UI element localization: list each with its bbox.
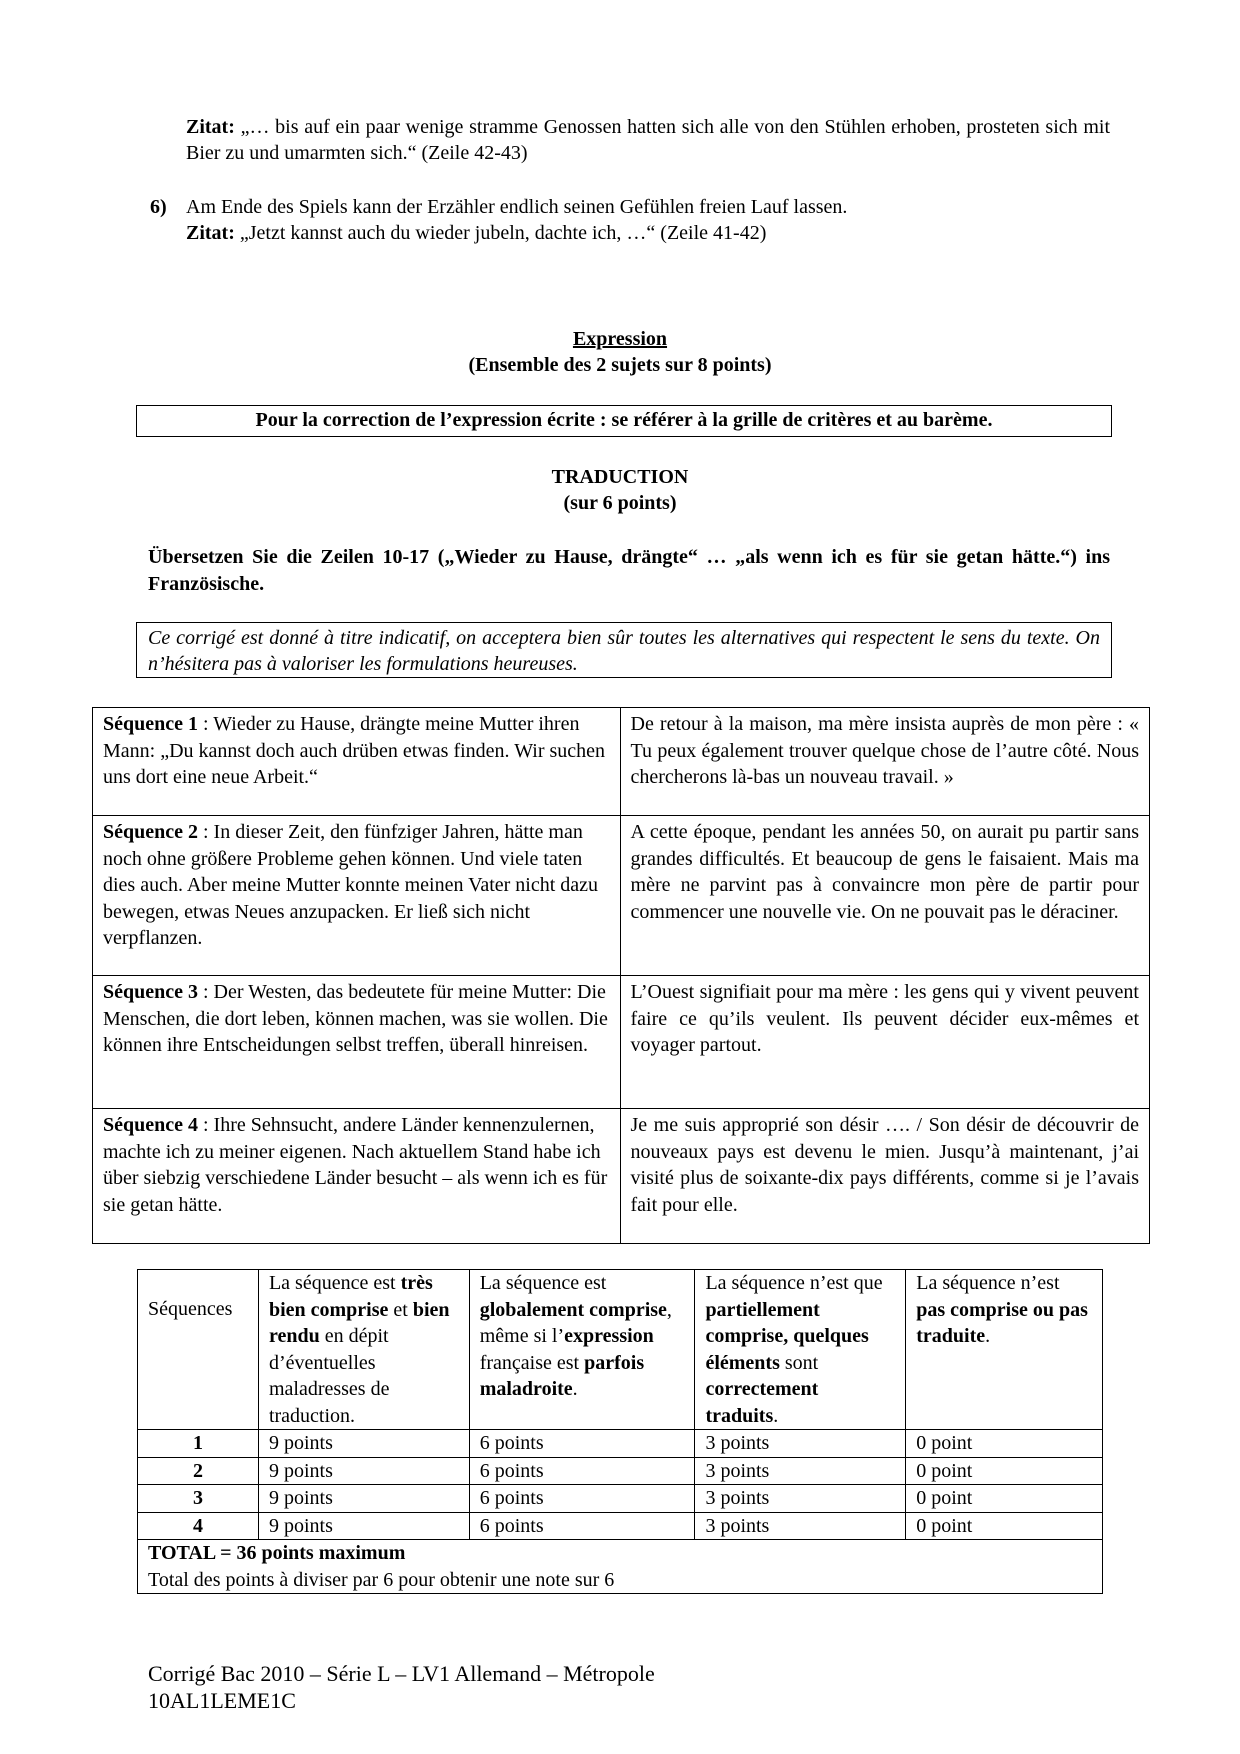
criteria-text: très bien comprise — [268, 1272, 433, 1321]
score-cell: 0 point — [906, 1512, 1103, 1540]
sequence-4-french: Je me suis approprié son désir …. / Son désir de découvrir de nouveaux pays est devenu le mien. Jusqu’à maintenant, j’ai visité plus de soixante-dix pays différents, comme si je l’avais fait pour elle. — [620, 1109, 1149, 1244]
correction-note-text: Ce corrigé est donné à titre indicatif, on acceptera bien sûr toutes les alternatives qui respectent le sens du texte. On n’hésitera pas à valoriser les formulations heureuses. — [148, 627, 1100, 675]
criteria-text: La séquence est — [268, 1272, 401, 1294]
german-text: : Der Westen, das bedeutete für meine Mutter: Die Menschen, die dort leben, können machen, was sie wollen. Die können ihre Entscheidungen selbst treffen, überall hinreisen. — [103, 981, 608, 1056]
sequence-table — [92, 707, 1150, 1244]
criteria-header — [695, 1270, 906, 1430]
traduction-title: TRADUCTION — [551, 466, 689, 488]
sequence-2-french: A cette époque, pendant les années 50, on aurait pu partir sans grandes difficultés. Et beaucoup de gens le faisaient. Mais ma mère ne parvint pas à convaincre mon père de partir pour commencer une nouvelle vie. On ne pouvait pas le déraciner. — [620, 816, 1149, 976]
score-cell: 0 point — [906, 1457, 1103, 1485]
criteria-text: française est — [479, 1351, 585, 1374]
sequence-label: Séquence 3 — [103, 981, 198, 1003]
criteria-text: globalement comprise — [479, 1298, 667, 1321]
criteria-header — [258, 1270, 469, 1430]
criteria-text: sont — [779, 1351, 819, 1374]
sequence-2-german — [93, 816, 621, 976]
criteria-text: . — [773, 1404, 779, 1427]
score-cell: 6 points — [469, 1485, 695, 1513]
item-6-number: 6) — [150, 196, 167, 218]
score-cell: 6 points — [469, 1430, 695, 1458]
score-cell: 3 points — [695, 1485, 906, 1513]
score-cell: 0 point — [906, 1485, 1103, 1513]
score-cell: 3 points — [695, 1512, 906, 1540]
sequence-number: 3 — [138, 1485, 259, 1513]
traduction-subtitle: (sur 6 points) — [563, 492, 677, 514]
total-cell — [138, 1540, 1103, 1594]
quote-2-label: Zitat: — [186, 222, 235, 244]
criteria-text: en dépit d’éventuelles maladresses de traduction. — [268, 1325, 390, 1427]
score-cell: 0 point — [906, 1430, 1103, 1458]
quote-2-text: „Jetzt kannst auch du wieder jubeln, dachte ich, …“ (Zeile 41-42) — [239, 222, 767, 244]
score-cell: 9 points — [258, 1485, 469, 1513]
table-row — [93, 708, 1150, 816]
quote-1-label: Zitat: — [186, 116, 235, 138]
table-row — [93, 1109, 1150, 1244]
sequence-3-french: L’Ouest signifiait pour ma mère : les gens qui y vivent peuvent faire ce qu’ils veulent. Ils peuvent décider eux-mêmes et voyager partout. — [620, 976, 1149, 1109]
criteria-text: expression — [564, 1325, 654, 1347]
criteria-header — [469, 1270, 695, 1430]
score-cell: 9 points — [258, 1457, 469, 1485]
sequence-number: 1 — [138, 1430, 259, 1458]
criteria-header — [906, 1270, 1103, 1430]
correction-note-box — [136, 622, 1112, 678]
table-row — [138, 1485, 1103, 1513]
german-text: : Ihre Sehnsucht, andere Länder kennenzulernen, machte ich zu meiner eigenen. Nach aktuellem Stand habe ich über siebzig verschiedene Länder besucht – als wenn ich es für sie getan hätte. — [103, 1114, 608, 1216]
table-row — [138, 1430, 1103, 1458]
sequence-1-french: De retour à la maison, ma mère insista auprès de mon père : « Tu peux également trouver quelque chose de l’autre côté. Nous chercherons là-bas un nouveau travail. » — [620, 708, 1149, 816]
expression-box-text: Pour la correction de l’expression écrite : se référer à la grille de critères et au barème. — [255, 409, 993, 431]
footer-title: Corrigé Bac 2010 – Série L – LV1 Allemand – Métropole — [148, 1661, 655, 1686]
traduction-instruction: Übersetzen Sie die Zeilen 10-17 („Wieder zu Hause, drängte“ … „als wenn ich es für sie getan hätte.“) ins Französische. — [148, 546, 1110, 595]
score-cell: 9 points — [258, 1430, 469, 1458]
criteria-text: La séquence n’est que — [705, 1272, 883, 1294]
quote-1 — [186, 114, 1110, 166]
scoring-table — [137, 1269, 1103, 1594]
total-row — [138, 1540, 1103, 1594]
sequence-label: Séquence 2 — [103, 821, 198, 843]
expression-heading — [0, 326, 1240, 378]
score-cell: 6 points — [469, 1457, 695, 1485]
total-label: TOTAL = 36 points maximum — [148, 1542, 406, 1564]
total-note: Total des points à diviser par 6 pour obtenir une note sur 6 — [148, 1568, 615, 1591]
table-row — [138, 1512, 1103, 1540]
german-text: : Wieder zu Hause, drängte meine Mutter ihren Mann: „Du kannst doch auch drüben etwas finden. Wir suchen uns dort eine neue Arbeit.“ — [103, 713, 606, 788]
score-cell: 6 points — [469, 1512, 695, 1540]
criteria-text: partiellement comprise, quelques éléments — [705, 1298, 869, 1374]
table-row — [93, 976, 1150, 1109]
footer — [148, 1660, 655, 1714]
quote-2 — [186, 220, 1110, 246]
scoring-header-row — [138, 1270, 1103, 1430]
criteria-text: La séquence n’est — [916, 1272, 1060, 1294]
score-cell: 3 points — [695, 1457, 906, 1485]
item-6-text: Am Ende des Spiels kann der Erzähler endlich seinen Gefühlen freien Lauf lassen. — [186, 196, 848, 218]
german-text: : In dieser Zeit, den fünfziger Jahren, hätte man noch ohne größere Probleme gehen können. Und viele taten dies auch. Aber meine Mutter konnte meinen Vater nicht dazu bewegen, etwas Neues anzupacken. Er ließ sich nicht verpflanzen. — [103, 821, 599, 949]
criteria-text: parfois maladroite — [479, 1351, 645, 1400]
score-cell: 9 points — [258, 1512, 469, 1540]
criteria-text: et — [388, 1298, 413, 1321]
table-row — [138, 1457, 1103, 1485]
expression-title: Expression — [572, 328, 668, 350]
sequence-3-german — [93, 976, 621, 1109]
criteria-text: La séquence est — [479, 1272, 607, 1294]
criteria-text: pas comprise ou pas traduite — [916, 1298, 1088, 1347]
criteria-text: . — [985, 1325, 991, 1347]
sequence-number: 2 — [138, 1457, 259, 1485]
sequence-label: Séquence 1 — [103, 713, 198, 735]
item-6 — [186, 194, 1110, 246]
score-cell: 3 points — [695, 1430, 906, 1458]
criteria-text: correctement traduits — [705, 1378, 819, 1427]
quote-1-text: „… bis auf ein paar wenige stramme Genossen hatten sich alle von den Stühlen erhoben, prosteten sich mit Bier zu und umarmten sich.“ (Zeile 42-43) — [186, 116, 1110, 164]
sequence-number: 4 — [138, 1512, 259, 1540]
criteria-text: . — [572, 1378, 578, 1400]
footer-code: 10AL1LEME1C — [148, 1688, 296, 1713]
sequence-label: Séquence 4 — [103, 1114, 198, 1136]
expression-box — [136, 405, 1112, 437]
traduction-heading — [0, 464, 1240, 516]
criteria-text: , même si l’ — [479, 1298, 672, 1347]
sequence-1-german — [93, 708, 621, 816]
expression-subtitle: (Ensemble des 2 sujets sur 8 points) — [468, 354, 772, 376]
sequence-4-german — [93, 1109, 621, 1244]
criteria-text: bien rendu — [268, 1298, 450, 1347]
table-row — [93, 816, 1150, 976]
scoring-corner: Séquences — [138, 1270, 259, 1430]
